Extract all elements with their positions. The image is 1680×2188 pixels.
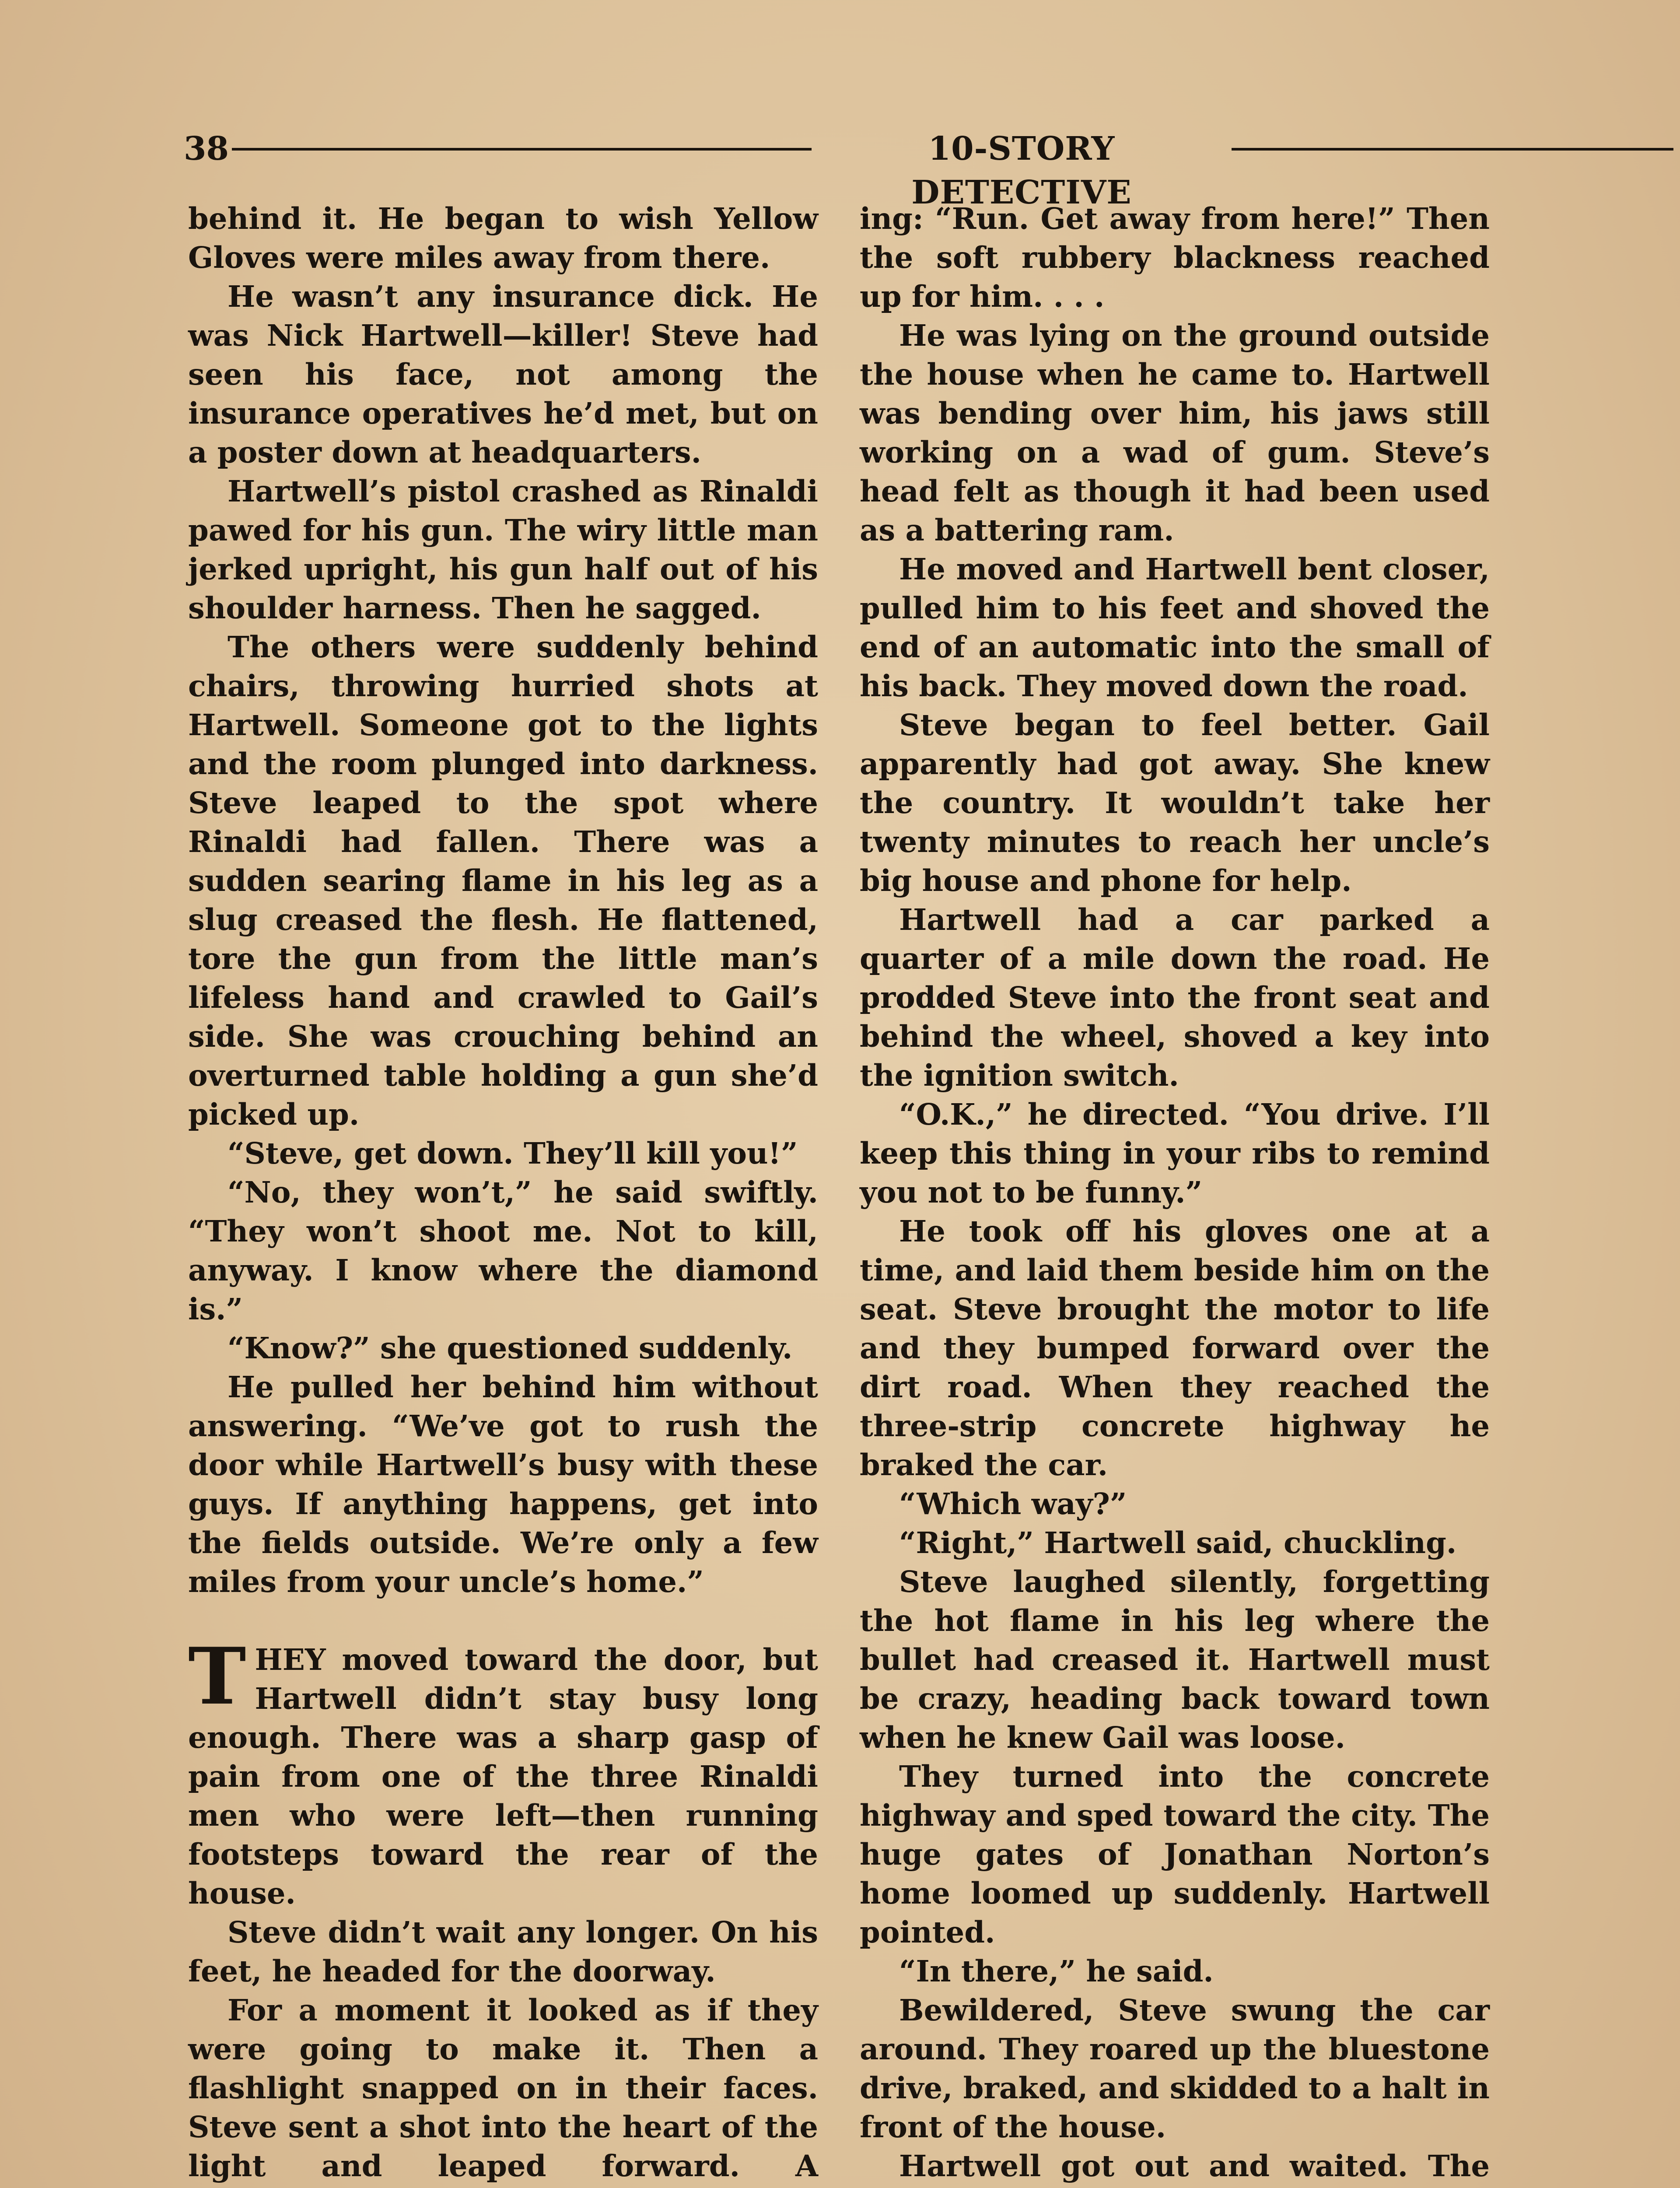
- page-header: [184, 123, 1496, 211]
- paragraph: For a moment it looked as if they were going to make it. Then a flashlight snapped on in their faces. Steve sent a shot into the heart of the light and leaped forward. A: [188, 1993, 818, 2183]
- paragraph: Steve began to feel better. Gail apparently had got away. She knew the country. It wouldn’t take her twenty minutes to reach her uncle’s big house and phone for help.: [860, 708, 1490, 898]
- paragraph: “Know?” she questioned suddenly.: [228, 1331, 793, 1365]
- paragraph: He pulled her behind him without answering. “We’ve got to rush the door while Hartwell’s busy with these guys. If anything happens, get into the fields outside. We’re only a few miles from your uncle’s home.”: [188, 1370, 818, 1599]
- drop-cap: T: [188, 1630, 246, 1722]
- paragraph: “Right,” Hartwell said, chuckling.: [899, 1525, 1457, 1560]
- left-column: [188, 199, 818, 2188]
- paragraph: The others were suddenly behind chairs, throwing hurried shots at Hartwell. Someone got to the lights and the room plunged into darkness. Steve leaped to the spot where Rinaldi had fallen. There was a sudden searing flame in his leg as a slug creased the flesh. He flattened, tore the gun from the little man’s lifeless hand and crawled to Gail’s side. She was crouching behind an overturned table holding a gun she’d picked up.: [188, 630, 818, 1132]
- paragraph: He moved and Hartwell bent closer, pulled him to his feet and shoved the end of an automatic into the small of his back. They moved down the road.: [860, 552, 1490, 703]
- paragraph: Hartwell’s pistol crashed as Rinaldi pawed for his gun. The wiry little man jerked upright, his gun half out of his shoulder harness. Then he sagged.: [188, 474, 818, 625]
- right-column: [860, 199, 1490, 2188]
- paragraph: “In there,” he said.: [899, 1954, 1214, 1988]
- section-break-text: HEY moved toward the door, but Hartwell didn’t stay busy long enough. There was a sharp gasp of pain from one of the three Rinaldi men who were left—then running footsteps toward the rear of the house.: [188, 1642, 818, 1911]
- paragraph: “O.K.,” he directed. “You drive. I’ll keep this thing in your ribs to remind you not to be funny.”: [860, 1097, 1490, 1210]
- magazine-title: 10-STORY DETECTIVE: [911, 130, 1132, 211]
- page-number: 38: [184, 130, 229, 168]
- paragraph: He wasn’t any insurance dick. He was Nick Hartwell—killer! Steve had seen his face, not among the insurance operatives he’d met, but on a poster down at headquarters.: [188, 279, 818, 470]
- paragraph: He took off his gloves one at a time, and laid them beside him on the seat. Steve brought the motor to life and they bumped forward over the dirt road. When they reached the three-strip concrete highway he braked the car.: [860, 1214, 1490, 1482]
- paragraph: He was lying on the ground outside the house when he came to. Hartwell was bending over him, his jaws still working on a wad of gum. Steve’s head felt as though it had been used as a battering ram.: [860, 318, 1490, 547]
- paragraph: ing: “Run. Get away from here!” Then the soft rubbery blackness reached up for him. . . .: [860, 201, 1490, 314]
- paragraph: Steve didn’t wait any longer. On his feet, he headed for the doorway.: [188, 1915, 818, 1988]
- paragraph: Bewildered, Steve swung the car around. They roared up the bluestone drive, braked, and skidded to a halt in front of the house.: [860, 1993, 1490, 2144]
- section-break-paragraph: [188, 1630, 818, 1913]
- paragraph: Hartwell had a car parked a quarter of a mile down the road. He prodded Steve into the front seat and behind the wheel, shoved a key into the ignition switch.: [860, 902, 1490, 1093]
- header-rule-left: [232, 148, 812, 151]
- paragraph: They turned into the concrete highway and sped toward the city. The huge gates of Jonathan Norton’s home loomed up suddenly. Hartwell pointed.: [860, 1759, 1490, 1950]
- paragraph: “Steve, get down. They’ll kill you!”: [228, 1136, 798, 1171]
- paragraph: behind it. He began to wish Yellow Gloves were miles away from there.: [188, 201, 818, 275]
- paragraph: “Which way?”: [899, 1487, 1127, 1521]
- paragraph: “No, they won’t,” he said swiftly. “They won’t shoot me. Not to kill, anyway. I know where the diamond is.”: [188, 1175, 818, 1326]
- paragraph: Steve laughed silently, forgetting the hot flame in his leg where the bullet had creased it. Hartwell must be crazy, heading back toward town when he knew Gail was loose.: [860, 1564, 1490, 1755]
- paragraph: Hartwell got out and waited. The: [899, 2149, 1490, 2183]
- header-rule-right: [1232, 148, 1673, 151]
